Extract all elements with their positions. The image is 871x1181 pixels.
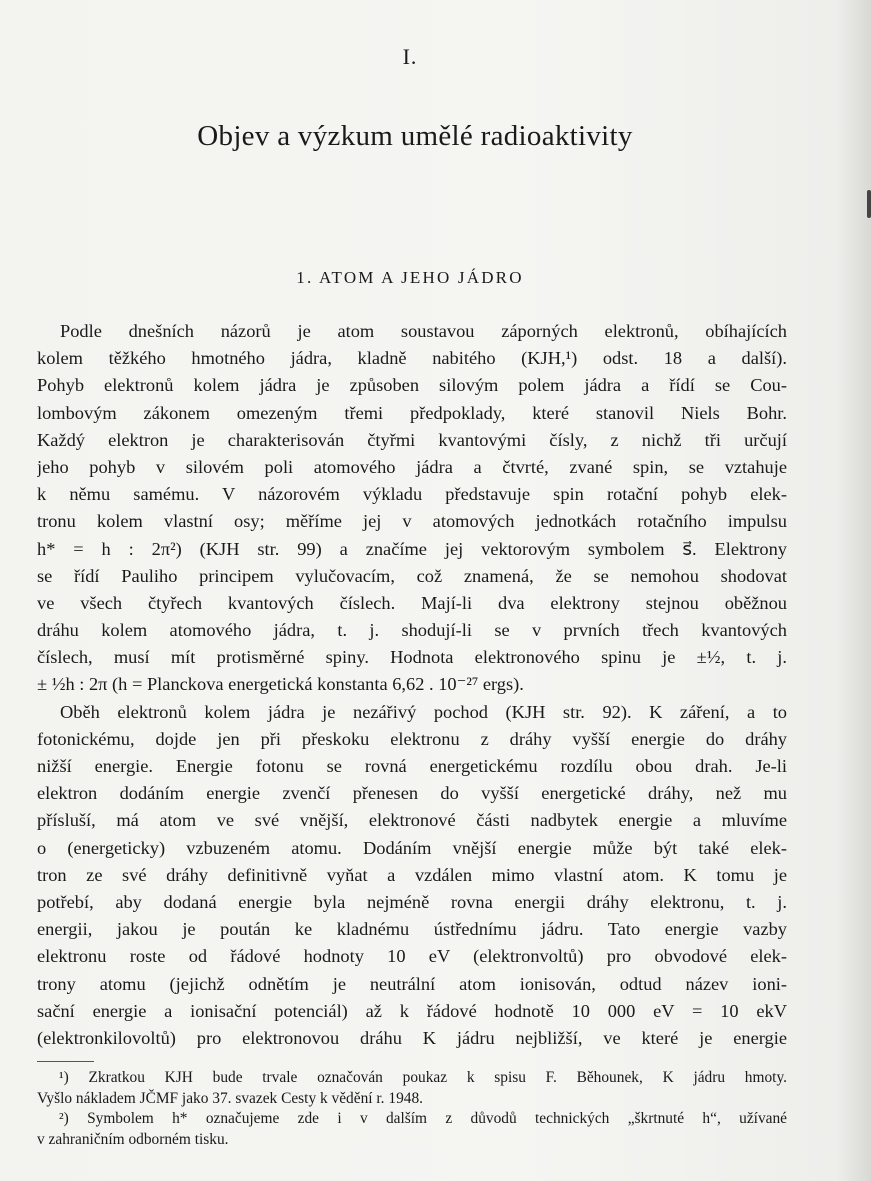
text-line: číslech, musí mít protisměrné spiny. Hodnota elektronového spinu je ±½, t. j.: [37, 647, 787, 668]
footnotes: [37, 1068, 787, 1150]
text-line: k němu samému. V názorovém výkladu představuje spin rotační pohyb elek-: [37, 484, 787, 505]
text-line: potřebí, aby dodaná energie byla nejméně rovna energii dráhy elektronu, t. j.: [37, 891, 787, 912]
text-line: kolem těžkého hmotného jádra, kladně nabitého (KJH,¹) odst. 18 a další).: [37, 348, 787, 369]
text-line: tronu kolem vlastní osy; měříme jej v atomových jednotkách rotačního impulsu: [37, 511, 787, 532]
text-line: se řídí Pauliho principem vylučovacím, což znamená, že se nemohou shodovat: [37, 565, 787, 586]
text-line: ve všech čtyřech kvantových číslech. Mají-li dva elektrony stejnou oběžnou: [37, 592, 787, 613]
text-line: nižší energie. Energie fotonu se rovná energetickému rozdílu obou drah. Je-li: [37, 756, 787, 776]
text-line: dráhu kolem atomového jádra, t. j. shodují-li se v prvních třech kvantových: [37, 620, 787, 641]
body-text: [37, 318, 787, 1052]
text-line: energii, jakou je poután ke kladnému ústřednímu jádru. Tato energie vazby: [37, 919, 787, 940]
scan-edge-mark: [867, 190, 871, 218]
footnote-2-continued: v zahraničním odborném tisku.: [37, 1130, 229, 1148]
text-line: elektron dodáním energie zvenčí přenesen do vyšší energetické dráhy, než mu: [37, 783, 787, 804]
text-line: trony atomu (jejichž odnětím je neutrální atom ionisován, odtud název ioni-: [37, 973, 787, 994]
text-line: Podle dnešních názorů je atom soustavou záporných elektronů, obíhajících: [60, 321, 787, 341]
chapter-title: Objev a výzkum umělé radioaktivity: [197, 120, 633, 152]
text-line: Pohyb elektronů kolem jádra je způsoben silovým polem jádra a řídí se Cou-: [37, 375, 787, 396]
text-line: fotonickému, dojde jen při přeskoku elektronu z dráhy vyšší energie do dráhy: [37, 728, 787, 749]
section-heading: 1. ATOM A JEHO JÁDRO: [296, 268, 524, 287]
text-line: Každý elektron je charakterisován čtyřmi kvantovými čísly, z nichž tři určují: [37, 429, 787, 450]
text-line: elektronu roste od řádové hodnoty 10 eV (elektronvoltů) pro obvodové elek-: [37, 946, 787, 967]
footnote-1-continued: Vyšlo nákladem JČMF jako 37. svazek Cesty k vědění r. 1948.: [37, 1089, 424, 1107]
text-line: tron ze své dráhy definitivně vyňat a vzdálen mimo vlastní atom. K tomu je: [37, 864, 787, 885]
chapter-number: I.: [402, 44, 418, 69]
text-line: sační energie a ionisační potenciál) až k řádové hodnotě 10 000 eV = 10 ekV: [37, 1000, 787, 1021]
footnote-rule: [37, 1061, 94, 1062]
text-line: lombovým zákonem omezeným třemi předpoklady, které stanovil Niels Bohr.: [37, 402, 787, 423]
text-line: o (energeticky) vzbuzeném atomu. Dodáním vnější energie může být také elek-: [37, 837, 787, 858]
text-line: (elektronkilovoltů) pro elektronovou dráhu K jádru nejbližší, ve které je energie: [37, 1027, 787, 1048]
text-line: ± ½h : 2π (h = Planckova energetická konstanta 6,62 . 10⁻²⁷ ergs).: [37, 674, 524, 695]
text-line: Oběh elektronů kolem jádra je nezářivý pochod (KJH str. 92). K záření, a to: [60, 701, 787, 722]
text-line: jeho pohyb v silovém poli atomového jádra a čtvrté, zvané spin, se vztahuje: [37, 456, 787, 477]
footnote-2: ²) Symbolem h* označujeme zde i v dalším z důvodů technických „škrtnuté h“, užívané: [59, 1110, 787, 1127]
footnote-1: ¹) Zkratkou KJH bude trvale označován poukaz k spisu F. Běhounek, K jádru hmoty.: [59, 1069, 787, 1086]
text-line: h* = h : 2π²) (KJH str. 99) a značíme jej vektorovým symbolem s⃗. Elektrony: [37, 538, 787, 559]
text-line: přísluší, má atom ve své vnější, elektronové části nadbytek energie a mluvíme: [37, 810, 787, 831]
